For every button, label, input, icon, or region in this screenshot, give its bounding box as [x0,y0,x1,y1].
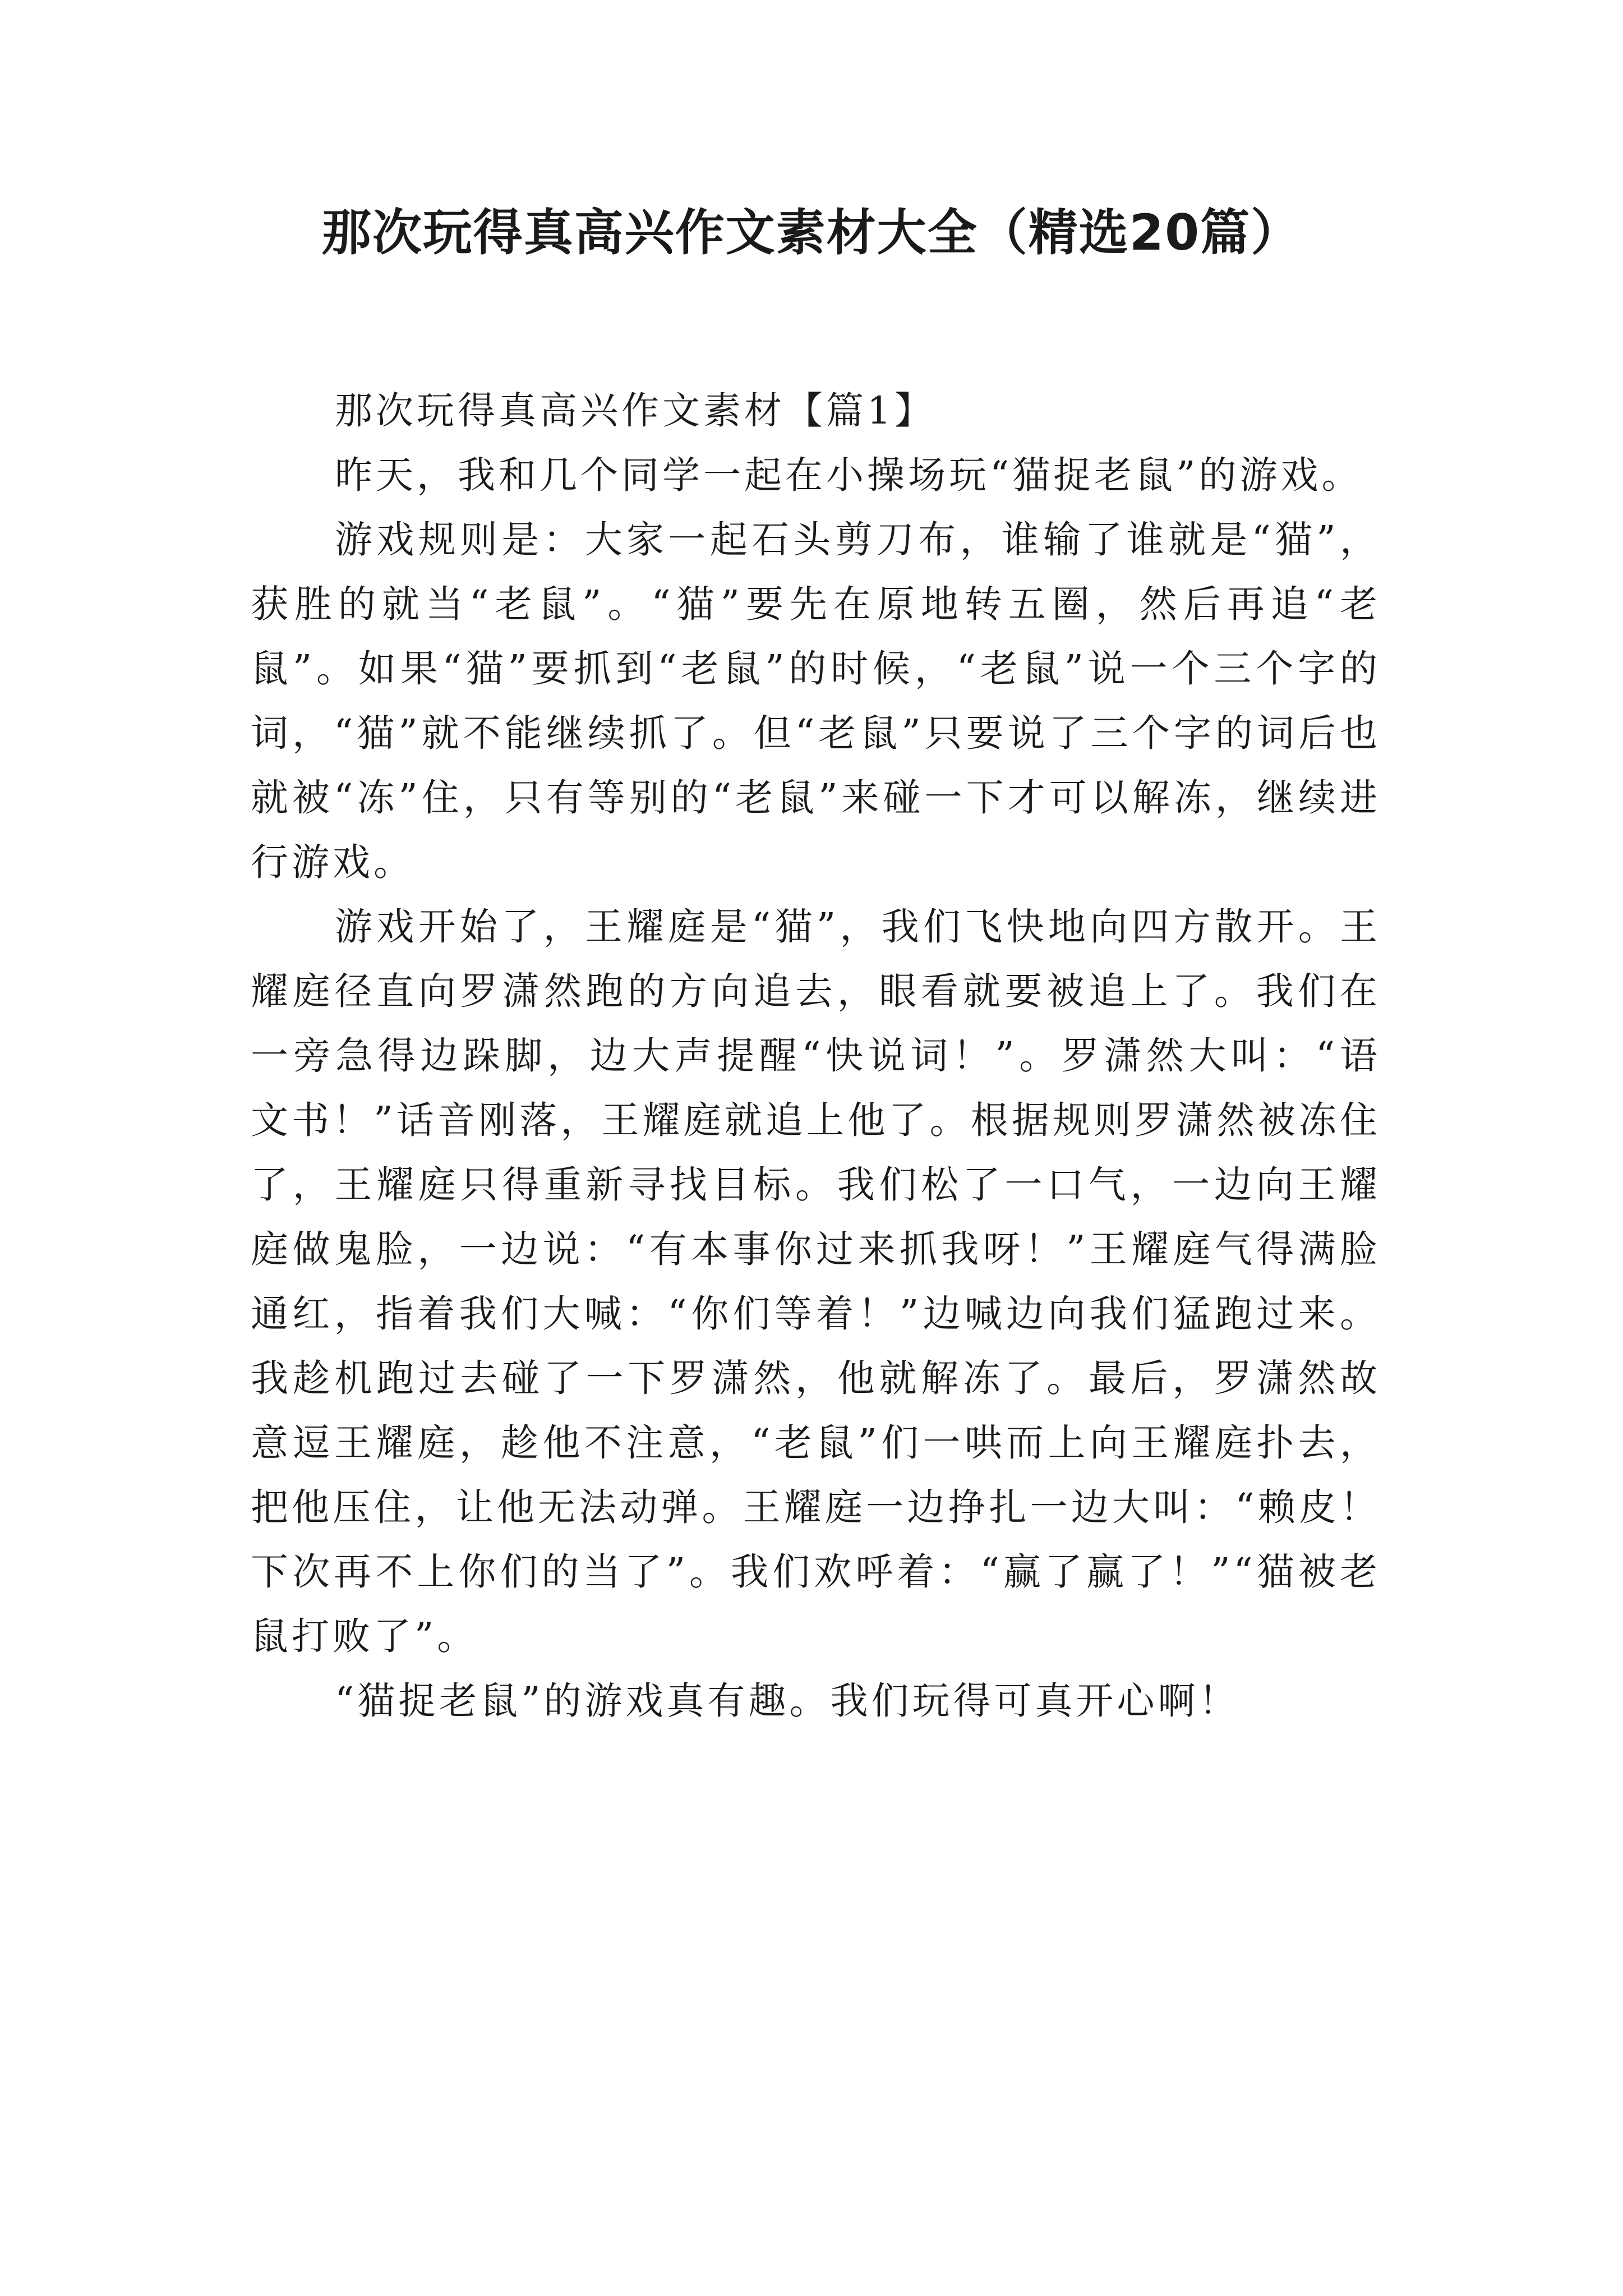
document-body [251,379,1381,1733]
paragraph-4: “猫捉老鼠”的游戏真有趣。我们玩得可真开心啊！ [335,1679,1240,1723]
paragraph-2: 游戏规则是：大家一起石头剪刀布，谁输了谁就是“猫”，获胜的就当“老鼠”。“猫”要先在原地转五圈，然后再追“老鼠”。如果“猫”要抓到“老鼠”的时候，“老鼠”说一个三个字的词，“猫”就不能继续抓了。但“老鼠”只要说了三个字的词后也就被“冻”住，只有等别的“老鼠”来碰一下才可以解冻，继续进行游戏。 [251,518,1381,884]
section-heading: 那次玩得真高兴作文素材【篇1】 [335,389,935,432]
document-title: 那次玩得真高兴作文素材大全（精选20篇） [321,204,1302,261]
paragraph-1: 昨天，我和几个同学一起在小操场玩“猫捉老鼠”的游戏。 [335,453,1363,497]
paragraph-3: 游戏开始了，王耀庭是“猫”，我们飞快地向四方散开。王耀庭径直向罗潇然跑的方向追去，眼看就要被追上了。我们在一旁急得边跺脚，边大声提醒“快说词！”。罗潇然大叫：“语文书！”话音刚落，王耀庭就追上他了。根据规则罗潇然被冻住了，王耀庭只得重新寻找目标。我们松了一口气，一边向王耀庭做鬼脸，一边说：“有本事你过来抓我呀！”王耀庭气得满脸通红，指着我们大喊：“你们等着！”边喊边向我们猛跑过来。我趁机跑过去碰了一下罗潇然，他就解冻了。最后，罗潇然故意逗王耀庭，趁他不注意，“老鼠”们一哄而上向王耀庭扑去，把他压住，让他无法动弹。王耀庭一边挣扎一边大叫：“赖皮！下次再不上你们的当了”。我们欢呼着：“赢了赢了！”“猫被老鼠打败了”。 [251,905,1381,1658]
